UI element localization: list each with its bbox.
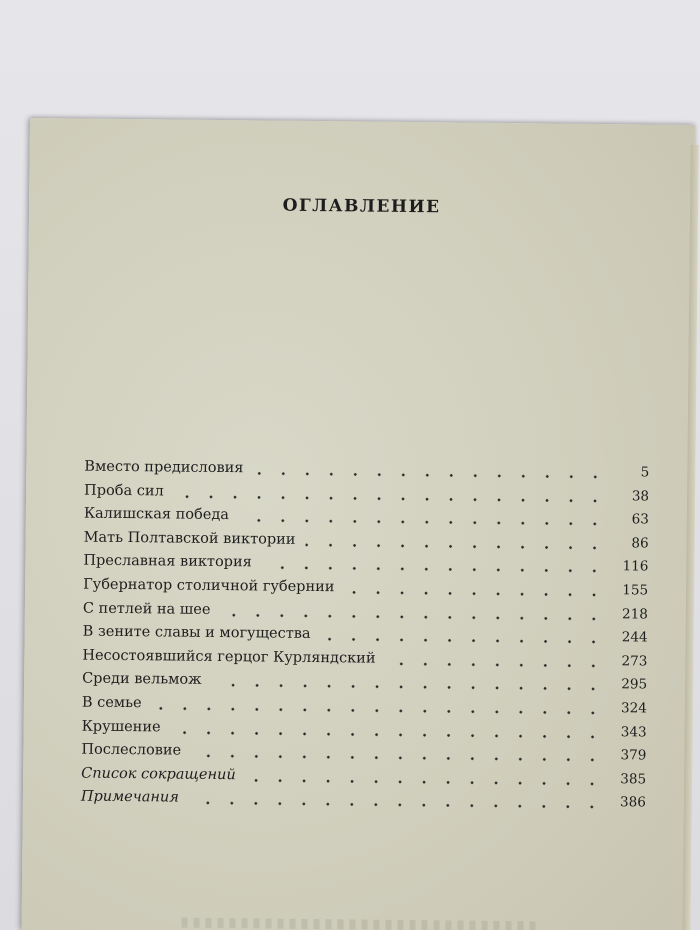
leader-dots [306, 541, 607, 552]
toc-entry-label: Послесловие [81, 741, 182, 759]
leader-dots [211, 681, 605, 693]
page-edge [682, 145, 698, 930]
toc-entry-label: Несостоявшийся герцог Курляндский [82, 647, 376, 667]
toc-entry-label: Губернатор столичной губернии [83, 576, 335, 596]
leader-dots [221, 611, 606, 623]
leader-dots [191, 752, 604, 764]
toc-entry-label: Калишская победа [83, 505, 230, 524]
toc-entry-page: 218 [621, 605, 648, 623]
toc-title: ОГЛАВЛЕНИЕ [282, 195, 441, 218]
table-of-contents [81, 456, 650, 816]
book-page [21, 118, 694, 930]
leader-dots [344, 588, 606, 599]
toc-entry-page: 38 [631, 487, 650, 505]
toc-entry-page: 244 [621, 629, 648, 646]
leader-dots [321, 635, 606, 646]
toc-entry-page: 273 [621, 652, 648, 670]
toc-entry-page: 5 [640, 464, 650, 481]
toc-entry-page: 324 [620, 700, 647, 717]
toc-entry-label: Вместо предисловия [84, 458, 244, 477]
toc-entry-page: 295 [621, 676, 648, 693]
toc-entry-label: Список сокращений [81, 765, 236, 783]
toc-entry-label: Мать Полтавской виктории [83, 529, 296, 548]
leader-dots [246, 776, 604, 788]
toc-entry-page: 343 [620, 723, 647, 741]
toc-entry-page: 385 [620, 770, 647, 788]
leader-dots [171, 728, 605, 741]
toc-entry-page: 155 [622, 582, 649, 599]
toc-entry [81, 786, 646, 816]
faint-footer-print [182, 918, 542, 930]
leader-dots [152, 704, 605, 717]
toc-entry-label: Проба сил [84, 482, 164, 500]
leader-dots [261, 564, 606, 576]
toc-entry-page: 379 [620, 747, 647, 764]
toc-entry-label: Примечания [80, 788, 180, 806]
toc-entry-label: Преславная виктория [83, 552, 252, 571]
leader-dots [189, 799, 604, 811]
toc-entry-label: В зените славы и могущества [82, 623, 311, 643]
toc-entry-page: 86 [631, 535, 649, 552]
toc-entry-label: С петлей на шее [82, 600, 211, 618]
toc-entry-page: 63 [631, 511, 649, 528]
leader-dots [239, 516, 607, 528]
toc-entry-label: Крушение [81, 718, 161, 735]
toc-entry-label: Среди вельмож [82, 670, 202, 689]
toc-entry-page: 116 [622, 558, 649, 575]
leader-dots [174, 492, 607, 505]
leader-dots [385, 660, 605, 670]
toc-entry-label: В семье [81, 694, 142, 712]
toc-entry-page: 386 [619, 794, 646, 811]
leader-dots [253, 469, 607, 481]
